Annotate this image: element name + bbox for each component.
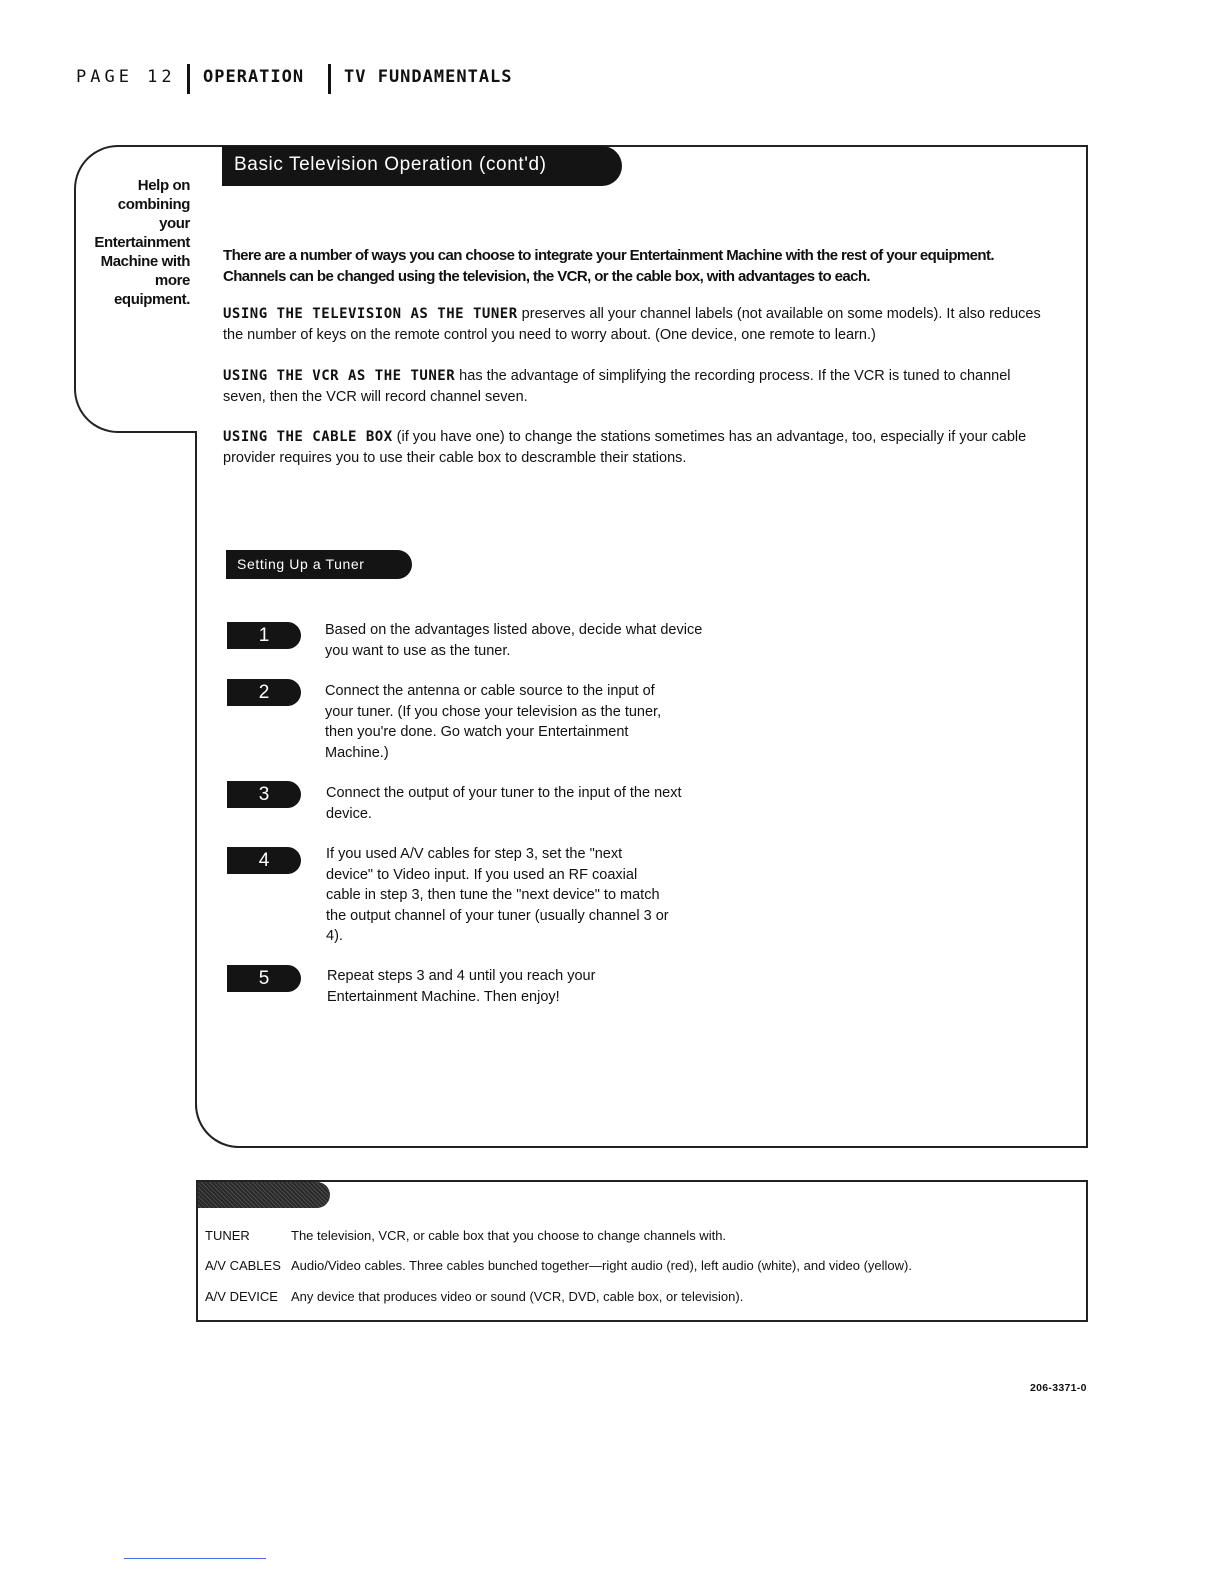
- glossary-term: A/V DEVICE: [205, 1289, 278, 1304]
- paragraph-text: (if you have one) to change the stations sometimes has an advantage, too, especially if your cable provider requires you to use their cable box to descramble their stations.: [223, 429, 1027, 466]
- glossary-definition: Any device that produces video or sound (VCR, DVD, cable box, or television).: [291, 1289, 744, 1304]
- step-text: Repeat steps 3 and 4 until you reach your Entertainment Machine. Then enjoy!: [327, 968, 596, 1005]
- sidebar-note: Help on combining your Entertainment Machine with more equipment.: [94, 177, 190, 308]
- paragraph-vcr-tuner: [223, 366, 1053, 408]
- glossary-definition: The television, VCR, or cable box that you choose to change channels with.: [291, 1228, 727, 1243]
- subsection-label: TV FUNDAMENTALS: [344, 67, 513, 87]
- step-number-badge: 2: [227, 679, 301, 706]
- step-number-badge: 5: [227, 965, 301, 992]
- section-label: OPERATION: [203, 67, 305, 87]
- paragraph-television-tuner: [223, 304, 1053, 346]
- glossary-term: A/V CABLES: [205, 1258, 281, 1273]
- paragraph-text: preserves all your channel labels (not available on some models). It also reduces the number of keys on the remote control you need to worry about. (One device, one remote to learn.): [223, 306, 1041, 343]
- page-number: PAGE 12: [76, 67, 176, 87]
- step-text: Connect the antenna or cable source to the input of your tuner. (If you chose your television as the tuner, then you're done. Go watch your Entertainment Machine.): [325, 683, 662, 761]
- document-number: 206-3371-0: [1030, 1382, 1087, 1394]
- paragraph-lead: USING THE TELEVISION AS THE TUNER: [223, 306, 518, 322]
- step-number-badge: 3: [227, 781, 301, 808]
- paragraph-cable-box: [223, 427, 1053, 469]
- step-text: Connect the output of your tuner to the input of the next device.: [326, 785, 682, 822]
- paragraph-text: has the advantage of simplifying the recording process. If the VCR is tuned to channel seven, then the VCR will record channel seven.: [223, 368, 1011, 405]
- step-number-badge: 1: [227, 622, 301, 649]
- intro-paragraph: There are a number of ways you can choose to integrate your Entertainment Machine with the rest of your equipment. Channels can be changed using the television, the VCR, or the cable box, with advantages to each.: [223, 247, 994, 285]
- glossary-header-bar: [198, 1182, 330, 1208]
- step-text: If you used A/V cables for step 3, set the "next device" to Video input. If you used an RF coaxial cable in step 3, then tune the "next device" to match the output channel of your tuner (usually channel 3 or 4).: [326, 846, 669, 944]
- subheading: Setting Up a Tuner: [226, 550, 412, 579]
- step-text: Based on the advantages listed above, decide what device you want to use as the tuner.: [325, 622, 703, 659]
- paragraph-lead: USING THE VCR AS THE TUNER: [223, 368, 456, 384]
- header-divider: [187, 64, 190, 94]
- glossary-definition: Audio/Video cables. Three cables bunched together—right audio (red), left audio (white), and video (yellow).: [291, 1258, 912, 1273]
- footer-rule: [124, 1558, 266, 1559]
- paragraph-lead: USING THE CABLE BOX: [223, 429, 393, 445]
- glossary-term: TUNER: [205, 1228, 250, 1243]
- page-title: Basic Television Operation (cont'd): [222, 146, 622, 186]
- header-divider: [328, 64, 331, 94]
- step-number-badge: 4: [227, 847, 301, 874]
